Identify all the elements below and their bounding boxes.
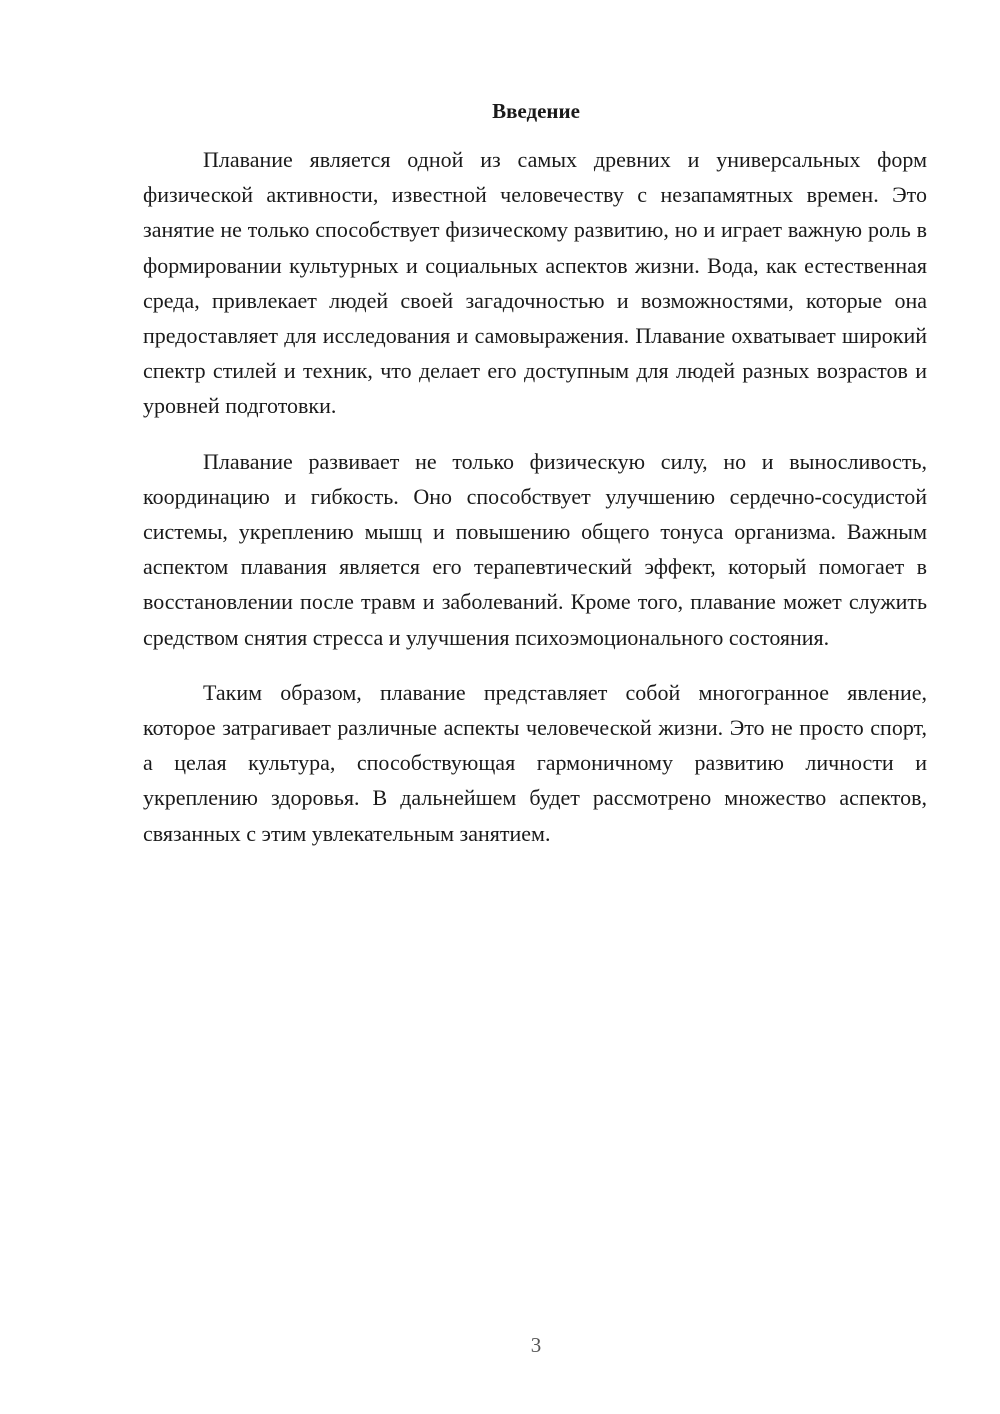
paragraph-3: Таким образом, плавание представляет собой многогранное явление, которое затрагивает различные аспекты человеческой жизни. Это не просто спорт, а целая культура, способствующая гармоничному развитию личности и укреплению здоровья. В дальнейшем будет рассмотрено множество аспектов, связанных с этим увлекательным занятием.: [143, 679, 927, 846]
document-body: [143, 142, 927, 871]
paragraph-1: Плавание является одной из самых древних и универсальных форм физической активности, известной человечеству с незапамятных времен. Это занятие не только способствует физическому развитию, но и играет важную роль в формировании культурных и социальных аспектов жизни. Вода, как естественная среда, привлекает людей своей загадочностью и возможностями, которые она предоставляет для исследования и самовыражения. Плавание охватывает широкий спектр стилей и техник, что делает его доступным для людей разных возрастов и уровней подготовки.: [143, 147, 927, 419]
page-title: Введение: [492, 99, 580, 123]
paragraph-2: Плавание развивает не только физическую силу, но и выносливость, координацию и гибкость. Оно способствует улучшению сердечно-сосудистой системы, укреплению мышц и повышению общего тонуса организма. Важным аспектом плавания является его терапевтический эффект, который помогает в восстановлении после травм и заболеваний. Кроме того, плавание может служить средством снятия стресса и улучшения психоэмоционального состояния.: [143, 448, 927, 650]
page-number: 3: [530, 1333, 542, 1357]
